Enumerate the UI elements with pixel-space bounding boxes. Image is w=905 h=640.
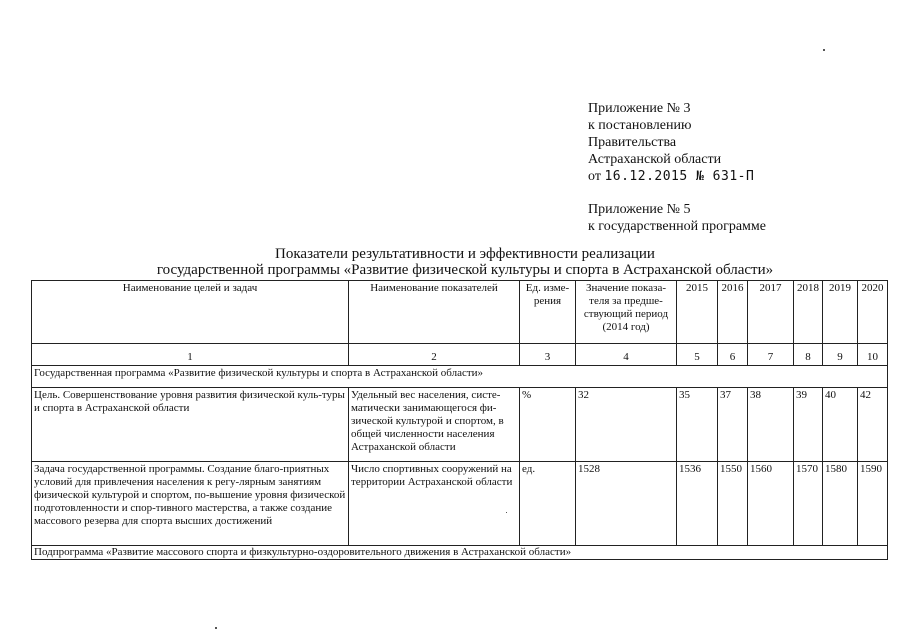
header-year: 2020 xyxy=(858,281,888,344)
column-number: 1 xyxy=(32,344,349,366)
column-number: 4 xyxy=(576,344,677,366)
year-value-cell: 1550 xyxy=(718,462,748,546)
year-value-cell: 42 xyxy=(858,388,888,462)
column-number: 2 xyxy=(349,344,520,366)
column-number: 6 xyxy=(718,344,748,366)
column-number: 7 xyxy=(748,344,794,366)
header-year: 2017 xyxy=(748,281,794,344)
year-value-cell: 1560 xyxy=(748,462,794,546)
appendix-line: Правительства xyxy=(588,135,677,150)
header-unit: Ед. изме-рения xyxy=(520,281,576,344)
appendix5-line: к государственной программе xyxy=(588,219,766,234)
column-number: 10 xyxy=(858,344,888,366)
unit-cell: % xyxy=(520,388,576,462)
prev-value-cell: 1528 xyxy=(576,462,677,546)
indicators-table xyxy=(31,280,888,560)
column-number: 5 xyxy=(677,344,718,366)
scan-speck xyxy=(215,627,217,629)
indicator-cell: Удельный вес населения, систе-матически занимающегося фи-зической культурой и спортом, в общей численности населения Астраханской области xyxy=(349,388,520,462)
program-section-title: Государственная программа «Развитие физической культуры и спорта в Астраханской области» xyxy=(32,366,888,388)
column-number-row xyxy=(32,344,888,366)
table-row xyxy=(32,388,888,462)
year-value-cell: 38 xyxy=(748,388,794,462)
appendix-line: Астраханской области xyxy=(588,152,722,167)
header-goals: Наименование целей и задач xyxy=(32,281,349,344)
indicator-cell: Число спортивных сооружений на территории Астраханской области xyxy=(349,462,520,546)
header-indicators: Наименование показателей xyxy=(349,281,520,344)
subprogram-section-title: Подпрограмма «Развитие массового спорта и физкультурно-оздоровительного движения в Астраханской области» xyxy=(32,546,888,560)
year-value-cell: 35 xyxy=(677,388,718,462)
document-title xyxy=(40,246,890,278)
decree-date-number: 16.12.2015 № 631-П xyxy=(604,169,755,184)
appendix-line: к постановлению xyxy=(588,118,692,133)
appendix-date-line xyxy=(588,168,888,185)
appendix-line: Приложение № 3 xyxy=(588,101,691,116)
year-value-cell: 39 xyxy=(794,388,823,462)
header-year: 2015 xyxy=(677,281,718,344)
header-prev-value: Значение показа-теля за предше-ствующий период (2014 год) xyxy=(576,281,677,344)
spacer xyxy=(588,185,888,201)
title-line-1: Показатели результативности и эффективности реализации xyxy=(275,246,655,262)
year-value-cell: 1590 xyxy=(858,462,888,546)
header-year: 2019 xyxy=(823,281,858,344)
scan-speck xyxy=(506,512,507,513)
appendix5-line: Приложение № 5 xyxy=(588,202,691,217)
table-row xyxy=(32,462,888,546)
task-cell: Задача государственной программы. Создание благо-приятных условий для привлечения населения к регу-лярным занятиям физической культурой и спортом, по-вышение уровня физической подготовленности и спор-тивного мастерства, а также создание массового резерва для спорта высших достижений xyxy=(32,462,349,546)
column-number: 3 xyxy=(520,344,576,366)
unit-cell: ед. xyxy=(520,462,576,546)
year-value-cell: 1570 xyxy=(794,462,823,546)
appendix-header xyxy=(588,100,888,235)
header-year: 2016 xyxy=(718,281,748,344)
prev-value-cell: 32 xyxy=(576,388,677,462)
header-year: 2018 xyxy=(794,281,823,344)
year-value-cell: 1536 xyxy=(677,462,718,546)
year-value-cell: 40 xyxy=(823,388,858,462)
year-value-cell: 1580 xyxy=(823,462,858,546)
scan-speck xyxy=(823,49,825,51)
program-section-row xyxy=(32,366,888,388)
table-header-row xyxy=(32,281,888,344)
year-value-cell: 37 xyxy=(718,388,748,462)
goal-cell: Цель. Совершенствование уровня развития физической куль-туры и спорта в Астраханской области xyxy=(32,388,349,462)
column-number: 9 xyxy=(823,344,858,366)
title-line-2: государственной программы «Развитие физической культуры и спорта в Астраханской области» xyxy=(156,262,774,278)
date-prefix: от xyxy=(588,169,601,184)
subprogram-section-row xyxy=(32,546,888,560)
column-number: 8 xyxy=(794,344,823,366)
